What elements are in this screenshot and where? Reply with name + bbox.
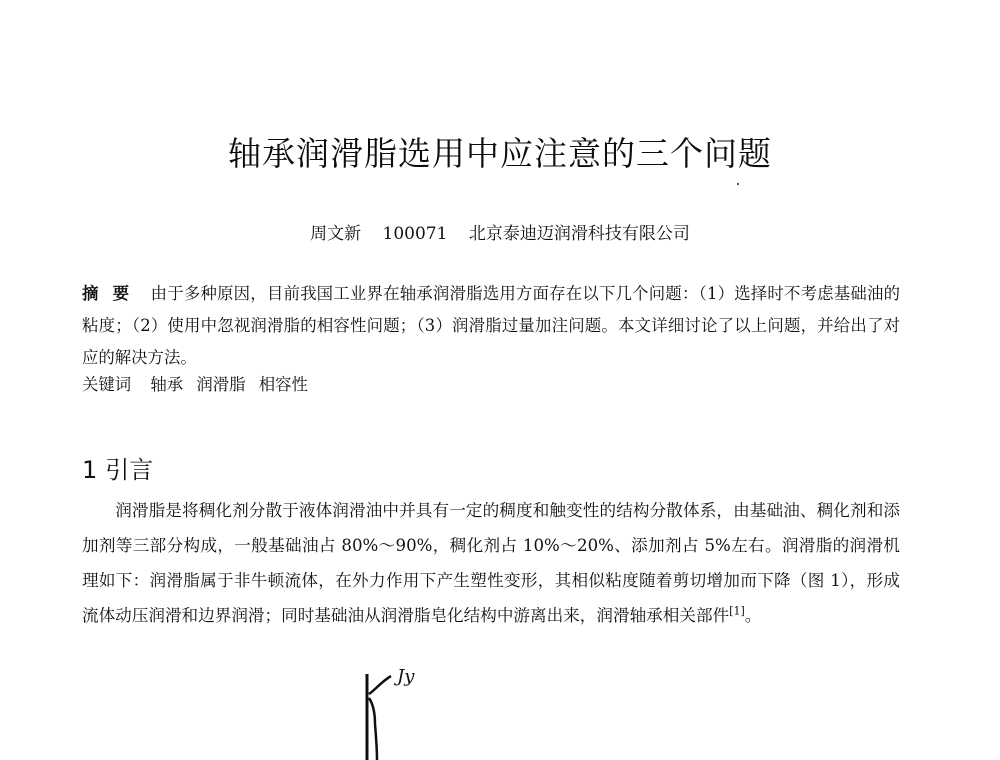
abstract-text: 由于多种原因，目前我国工业界在轴承润滑脂选用方面存在以下几个问题：（1）选择时不考虑基础油的粘度；（2）使用中忽视润滑脂的相容性问题；（3）润滑脂过量加注问题。本文详细讨论了以上问题，并给出了对应的解决方法。 [82,284,901,367]
keywords [82,374,900,396]
figure-1-graphic [355,664,455,760]
keywords-label: 关键词 [82,375,132,394]
scan-speck [737,183,739,185]
section-number: 1 [82,456,98,484]
section-title: 引言 [105,456,154,484]
paragraph-text: 润滑脂是将稠化剂分散于液体润滑油中并具有一定的稠度和触变性的结构分散体系，由基础油、稠化剂和添加剂等三部分构成，一般基础油占 80%～90%，稠化剂占 10%～20%、添加剂占 5%左右。润滑脂的润滑机理如下：润滑脂属于非牛顿流体，在外力作用下产生塑性变形，其相似粘度随着剪切增加而下降（图 1），形成流体动压润滑和边界润滑；同时基础油从润滑脂皂化结构中游离出来，润滑轴承相关部件 [82,501,900,625]
keyword-item: 相容性 [258,375,308,394]
author-postcode: 100071 [382,224,448,244]
abstract-label: 摘要 [82,284,144,303]
section-heading [82,450,153,485]
section-paragraph [82,493,900,633]
keyword-item: 轴承 [150,375,184,394]
keyword-item: 润滑脂 [196,375,246,394]
figure-curve-inner [369,698,375,724]
paper-title: 轴承润滑脂选用中应注意的三个问题 [228,134,772,173]
figure-curve [369,676,391,694]
figure-curve-lower [375,724,377,760]
author-line [0,219,1000,244]
figure-axis-label: Jy [397,666,415,687]
figure-1-fragment [355,664,455,760]
author-name: 周文新 [310,224,362,244]
citation-marker: [1] [729,604,745,618]
paragraph-end: 。 [744,606,762,625]
abstract [82,278,900,374]
author-affiliation: 北京泰迪迈润滑科技有限公司 [468,224,690,244]
